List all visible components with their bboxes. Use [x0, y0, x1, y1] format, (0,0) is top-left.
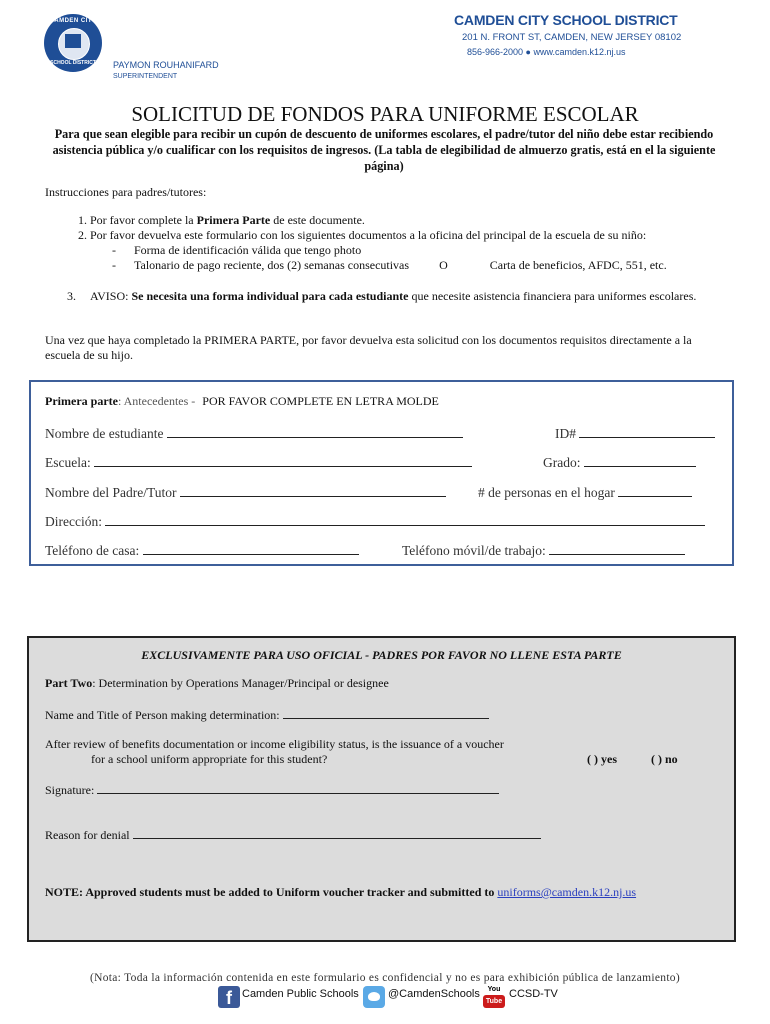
denial-reason-field[interactable]: [45, 826, 541, 843]
step2-sub2-alt: Carta de beneficios, AFDC, 551, etc.: [489, 258, 667, 272]
seal-bottom-text: SCHOOL DISTRICT: [50, 60, 96, 66]
home-phone-field[interactable]: [45, 542, 359, 559]
determiner-label: Name and Title of Person making determination:: [45, 708, 280, 722]
district-seal-logo: [44, 14, 102, 72]
twitter-icon[interactable]: [363, 986, 385, 1008]
seal-building-icon: [65, 34, 81, 48]
superintendent-name: PAYMON ROUHANIFARD: [113, 60, 219, 70]
address-field[interactable]: [45, 513, 705, 530]
approval-note-text: NOTE: Approved students must be added to Uniform voucher tracker and submitted to: [45, 885, 498, 899]
intro-paragraph: Para que sean elegible para recibir un cupón de descuento de uniformes escolares, el padre/tutor del niño debe estar recibiendo asistencia pública y/o cualificar con los requisitos de ingresos. (La tabla de elegibilidad de almuerzo gratis, está en el la siguiente página): [52, 127, 716, 173]
signature-line[interactable]: [97, 781, 499, 794]
parent-name-line[interactable]: [180, 484, 446, 497]
part-one-label: Primera parte: [45, 394, 118, 408]
step2-sub2: Talonario de pago reciente, dos (2) semanas consecutivas: [134, 258, 410, 272]
instructions-heading: Instrucciones para padres/tutores:: [45, 185, 207, 199]
step2-sub-item: - Talonario de pago reciente, dos (2) semanas consecutivas O Carta de beneficios, AFDC, 551, etc.: [112, 258, 667, 272]
youtube-logo-bottom: Tube: [483, 995, 505, 1008]
step3-bold: Se necesita una forma individual para cada estudiante: [131, 289, 409, 303]
eligibility-question-line1: After review of benefits documentation or income eligibility status, is the issuance of a voucher: [45, 737, 504, 751]
official-use-header: EXCLUSIVAMENTE PARA USO OFICIAL - PADRES POR FAVOR NO LLENE ESTA PARTE: [141, 648, 622, 662]
part-two-heading: [45, 676, 389, 691]
part-two-sublabel: : Determination by Operations Manager/Principal or designee: [92, 676, 389, 690]
grade-line[interactable]: [584, 454, 696, 467]
eligibility-question-line2: for a school uniform appropriate for this student?: [91, 752, 328, 766]
step1-bold: Primera Parte: [196, 213, 271, 227]
id-line[interactable]: [579, 425, 715, 438]
determiner-line[interactable]: [283, 706, 489, 719]
denial-reason-label: Reason for denial: [45, 828, 130, 842]
school-line[interactable]: [94, 454, 472, 467]
denial-reason-line[interactable]: [133, 826, 541, 839]
part-two-label: Part Two: [45, 676, 93, 690]
facebook-icon[interactable]: f: [218, 986, 240, 1008]
confidential-note: (Nota: Toda la información contenida en este formulario es confidencial y no es para exhibición pública de lanzamiento): [90, 972, 680, 984]
facebook-link[interactable]: Camden Public Schools: [242, 988, 359, 1000]
yes-checkbox[interactable]: ( ) yes: [587, 752, 617, 766]
part-one-box: [29, 380, 734, 566]
youtube-logo-top: You: [487, 986, 501, 993]
step2-sub-item: - Forma de identificación válida que tengo photo: [112, 243, 362, 257]
mobile-phone-line[interactable]: [549, 542, 685, 555]
address-line[interactable]: [105, 513, 705, 526]
district-name: CAMDEN CITY SCHOOL DISTRICT: [454, 12, 678, 28]
determiner-field[interactable]: [45, 706, 489, 723]
step2-sub1: Forma de identificación válida que tengo photo: [134, 243, 362, 257]
instructions-list: [45, 213, 770, 273]
uniform-email-link[interactable]: uniforms@camden.k12.nj.us: [497, 885, 637, 899]
document-title: SOLICITUD DE FONDOS PARA UNIFORME ESCOLAR: [131, 102, 639, 126]
step3-prefix: AVISO:: [90, 289, 132, 303]
step1-text-end: de este documente.: [270, 213, 365, 227]
id-field[interactable]: [555, 425, 715, 442]
mobile-phone-label: Teléfono móvil/de trabajo:: [402, 543, 546, 558]
grade-field[interactable]: [543, 454, 696, 471]
home-phone-label: Teléfono de casa:: [45, 543, 140, 558]
step3-number: 3.: [67, 289, 76, 303]
household-field[interactable]: [478, 484, 692, 501]
district-address: 201 N. FRONT ST, CAMDEN, NEW JERSEY 08102: [462, 32, 682, 43]
return-instructions: Una vez que haya completado la PRIMERA PARTE, por favor devuelva esta solicitud con los documentos requisitos directamente a la escuela de su hijo.: [45, 333, 692, 362]
part-one-sublabel: : Antecedentes -: [117, 394, 199, 408]
school-label: Escuela:: [45, 455, 91, 470]
part-one-heading: [45, 394, 439, 409]
twitter-link[interactable]: @CamdenSchools: [388, 988, 480, 1000]
grade-label: Grado:: [543, 455, 581, 470]
student-name-line[interactable]: [167, 425, 463, 438]
home-phone-line[interactable]: [143, 542, 359, 555]
id-label: ID#: [555, 426, 576, 441]
household-label: # de personas en el hogar: [478, 485, 615, 500]
mobile-phone-field[interactable]: [402, 542, 685, 559]
student-name-label: Nombre de estudiante: [45, 426, 164, 441]
household-line[interactable]: [618, 484, 692, 497]
step2-text: Por favor devuelva este formulario con los siguientes documentos a la oficina del principal de la escuela de su niño:: [90, 228, 647, 242]
address-label: Dirección:: [45, 514, 102, 529]
instruction-step-2: [90, 228, 770, 273]
student-name-field[interactable]: [45, 425, 463, 442]
no-checkbox[interactable]: ( ) no: [651, 752, 678, 766]
signature-field[interactable]: [45, 781, 499, 798]
parent-name-field[interactable]: [45, 484, 446, 501]
signature-label: Signature:: [45, 783, 95, 797]
seal-top-text: CAMDEN CITY: [49, 18, 97, 24]
parent-name-label: Nombre del Padre/Tutor: [45, 485, 177, 500]
step3-text: que necesite asistencia financiera para uniformes escolares.: [408, 289, 697, 303]
part-one-instruction: POR FAVOR COMPLETE EN LETRA MOLDE: [202, 394, 439, 408]
superintendent-title: SUPERINTENDENT: [113, 73, 178, 80]
instruction-step-3: [45, 289, 725, 304]
district-phone-web: 856-966-2000 ● www.camden.k12.nj.us: [467, 47, 626, 57]
school-field[interactable]: [45, 454, 472, 471]
step2-or: O: [439, 258, 448, 272]
youtube-link[interactable]: CCSD-TV: [509, 988, 558, 1000]
step1-text: Por favor complete la: [90, 213, 197, 227]
youtube-icon[interactable]: [483, 986, 505, 1010]
part-two-box: [27, 636, 736, 942]
approval-note: [45, 885, 636, 900]
instruction-step-1: [90, 213, 770, 228]
